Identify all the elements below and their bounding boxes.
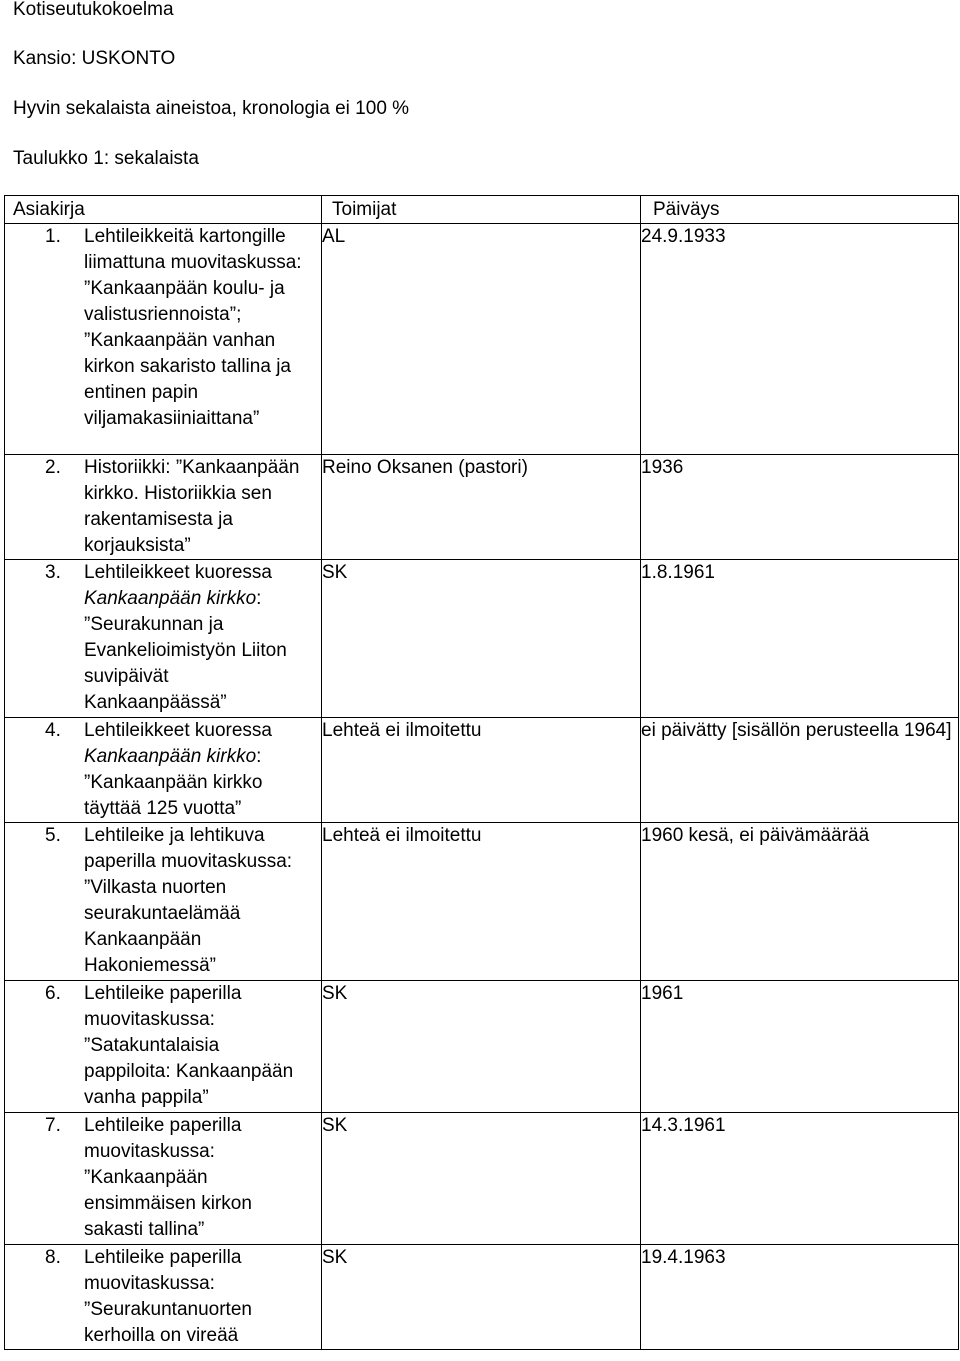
table-row [5, 455, 959, 560]
column-header-actors: Toimijat [322, 196, 641, 224]
item-number: 3. [45, 562, 61, 583]
item-number: 7. [45, 1115, 61, 1136]
document-cell [5, 718, 322, 823]
actor-cell: SK [322, 981, 641, 1113]
date-cell: 1.8.1961 [641, 560, 959, 718]
records-table [4, 195, 959, 1350]
item-description: Lehtileike paperilla muovitaskussa: ”Kankaanpään ensimmäisen kirkon sakasti tallina” [84, 1115, 252, 1240]
column-header-document: Asiakirja [5, 196, 322, 224]
item-description: Historiikki: ”Kankaanpään kirkko. Historiikkia sen rakentamisesta ja korjauksista” [84, 457, 300, 556]
item-description: Lehtileikkeet kuoressa Kankaanpään kirkko: ”Seurakunnan ja Evankelioimistyön Liiton suvipäivät Kankaanpäässä” [84, 562, 287, 713]
actor-cell: Reino Oksanen (pastori) [322, 455, 641, 560]
item-number: 5. [45, 825, 61, 846]
table-row [5, 718, 959, 823]
item-description: Lehtileikkeet kuoressa Kankaanpään kirkko: ”Kankaanpään kirkko täyttää 125 vuotta” [84, 720, 272, 819]
item-description: Lehtileike paperilla muovitaskussa: ”Satakuntalaisia pappiloita: Kankaanpään vanha pappila” [84, 983, 294, 1108]
item-number: 2. [45, 457, 61, 478]
column-header-date: Päiväys [641, 196, 959, 224]
item-italic-title: Kankaanpään kirkko [84, 746, 257, 767]
date-cell: 14.3.1961 [641, 1113, 959, 1245]
document-cell [5, 455, 322, 560]
table-row [5, 560, 959, 718]
item-number: 6. [45, 983, 61, 1004]
collection-note: Hyvin sekalaista aineistoa, kronologia ei 100 % [13, 98, 410, 119]
item-description: Lehtileike ja lehtikuva paperilla muovitaskussa: ”Vilkasta nuorten seurakuntaelämää Kankaanpään Hakoniemessä” [84, 825, 293, 976]
table-row [5, 823, 959, 981]
item-description: Lehtileike paperilla muovitaskussa: ”Seurakuntanuorten kerhoilla on vireää [84, 1247, 252, 1346]
table-title: Taulukko 1: sekalaista [13, 148, 199, 169]
date-cell: 1960 kesä, ei päivämäärää [641, 823, 959, 981]
table-row [5, 981, 959, 1113]
date-cell: 24.9.1933 [641, 224, 959, 455]
folder-label: Kansio: USKONTO [13, 48, 176, 69]
actor-cell: SK [322, 1245, 641, 1350]
collection-title: Kotiseutukokoelma [13, 0, 174, 20]
actor-cell: SK [322, 1113, 641, 1245]
date-cell: 19.4.1963 [641, 1245, 959, 1350]
document-cell [5, 1113, 322, 1245]
item-number: 4. [45, 720, 61, 741]
actor-cell: AL [322, 224, 641, 455]
document-cell [5, 1245, 322, 1350]
item-italic-title: Kankaanpään kirkko [84, 588, 257, 609]
date-cell: ei päivätty [sisällön perusteella 1964] [641, 718, 959, 823]
document-cell [5, 823, 322, 981]
table-row [5, 224, 959, 455]
date-cell: 1961 [641, 981, 959, 1113]
actor-cell: Lehteä ei ilmoitettu [322, 718, 641, 823]
item-number: 1. [45, 226, 61, 247]
document-cell [5, 560, 322, 718]
document-cell [5, 224, 322, 455]
table-row [5, 1113, 959, 1245]
document-cell [5, 981, 322, 1113]
date-cell: 1936 [641, 455, 959, 560]
actor-cell: Lehteä ei ilmoitettu [322, 823, 641, 981]
item-number: 8. [45, 1247, 61, 1268]
actor-cell: SK [322, 560, 641, 718]
table-row [5, 1245, 959, 1350]
item-description: Lehtileikkeitä kartongille liimattuna muovitaskussa: ”Kankaanpään koulu- ja valistusriennoista”; ”Kankaanpään vanhan kirkon sakaristo tallina ja entinen papin viljamakasiiniaittana” [84, 226, 302, 429]
table-header-row [5, 196, 959, 224]
